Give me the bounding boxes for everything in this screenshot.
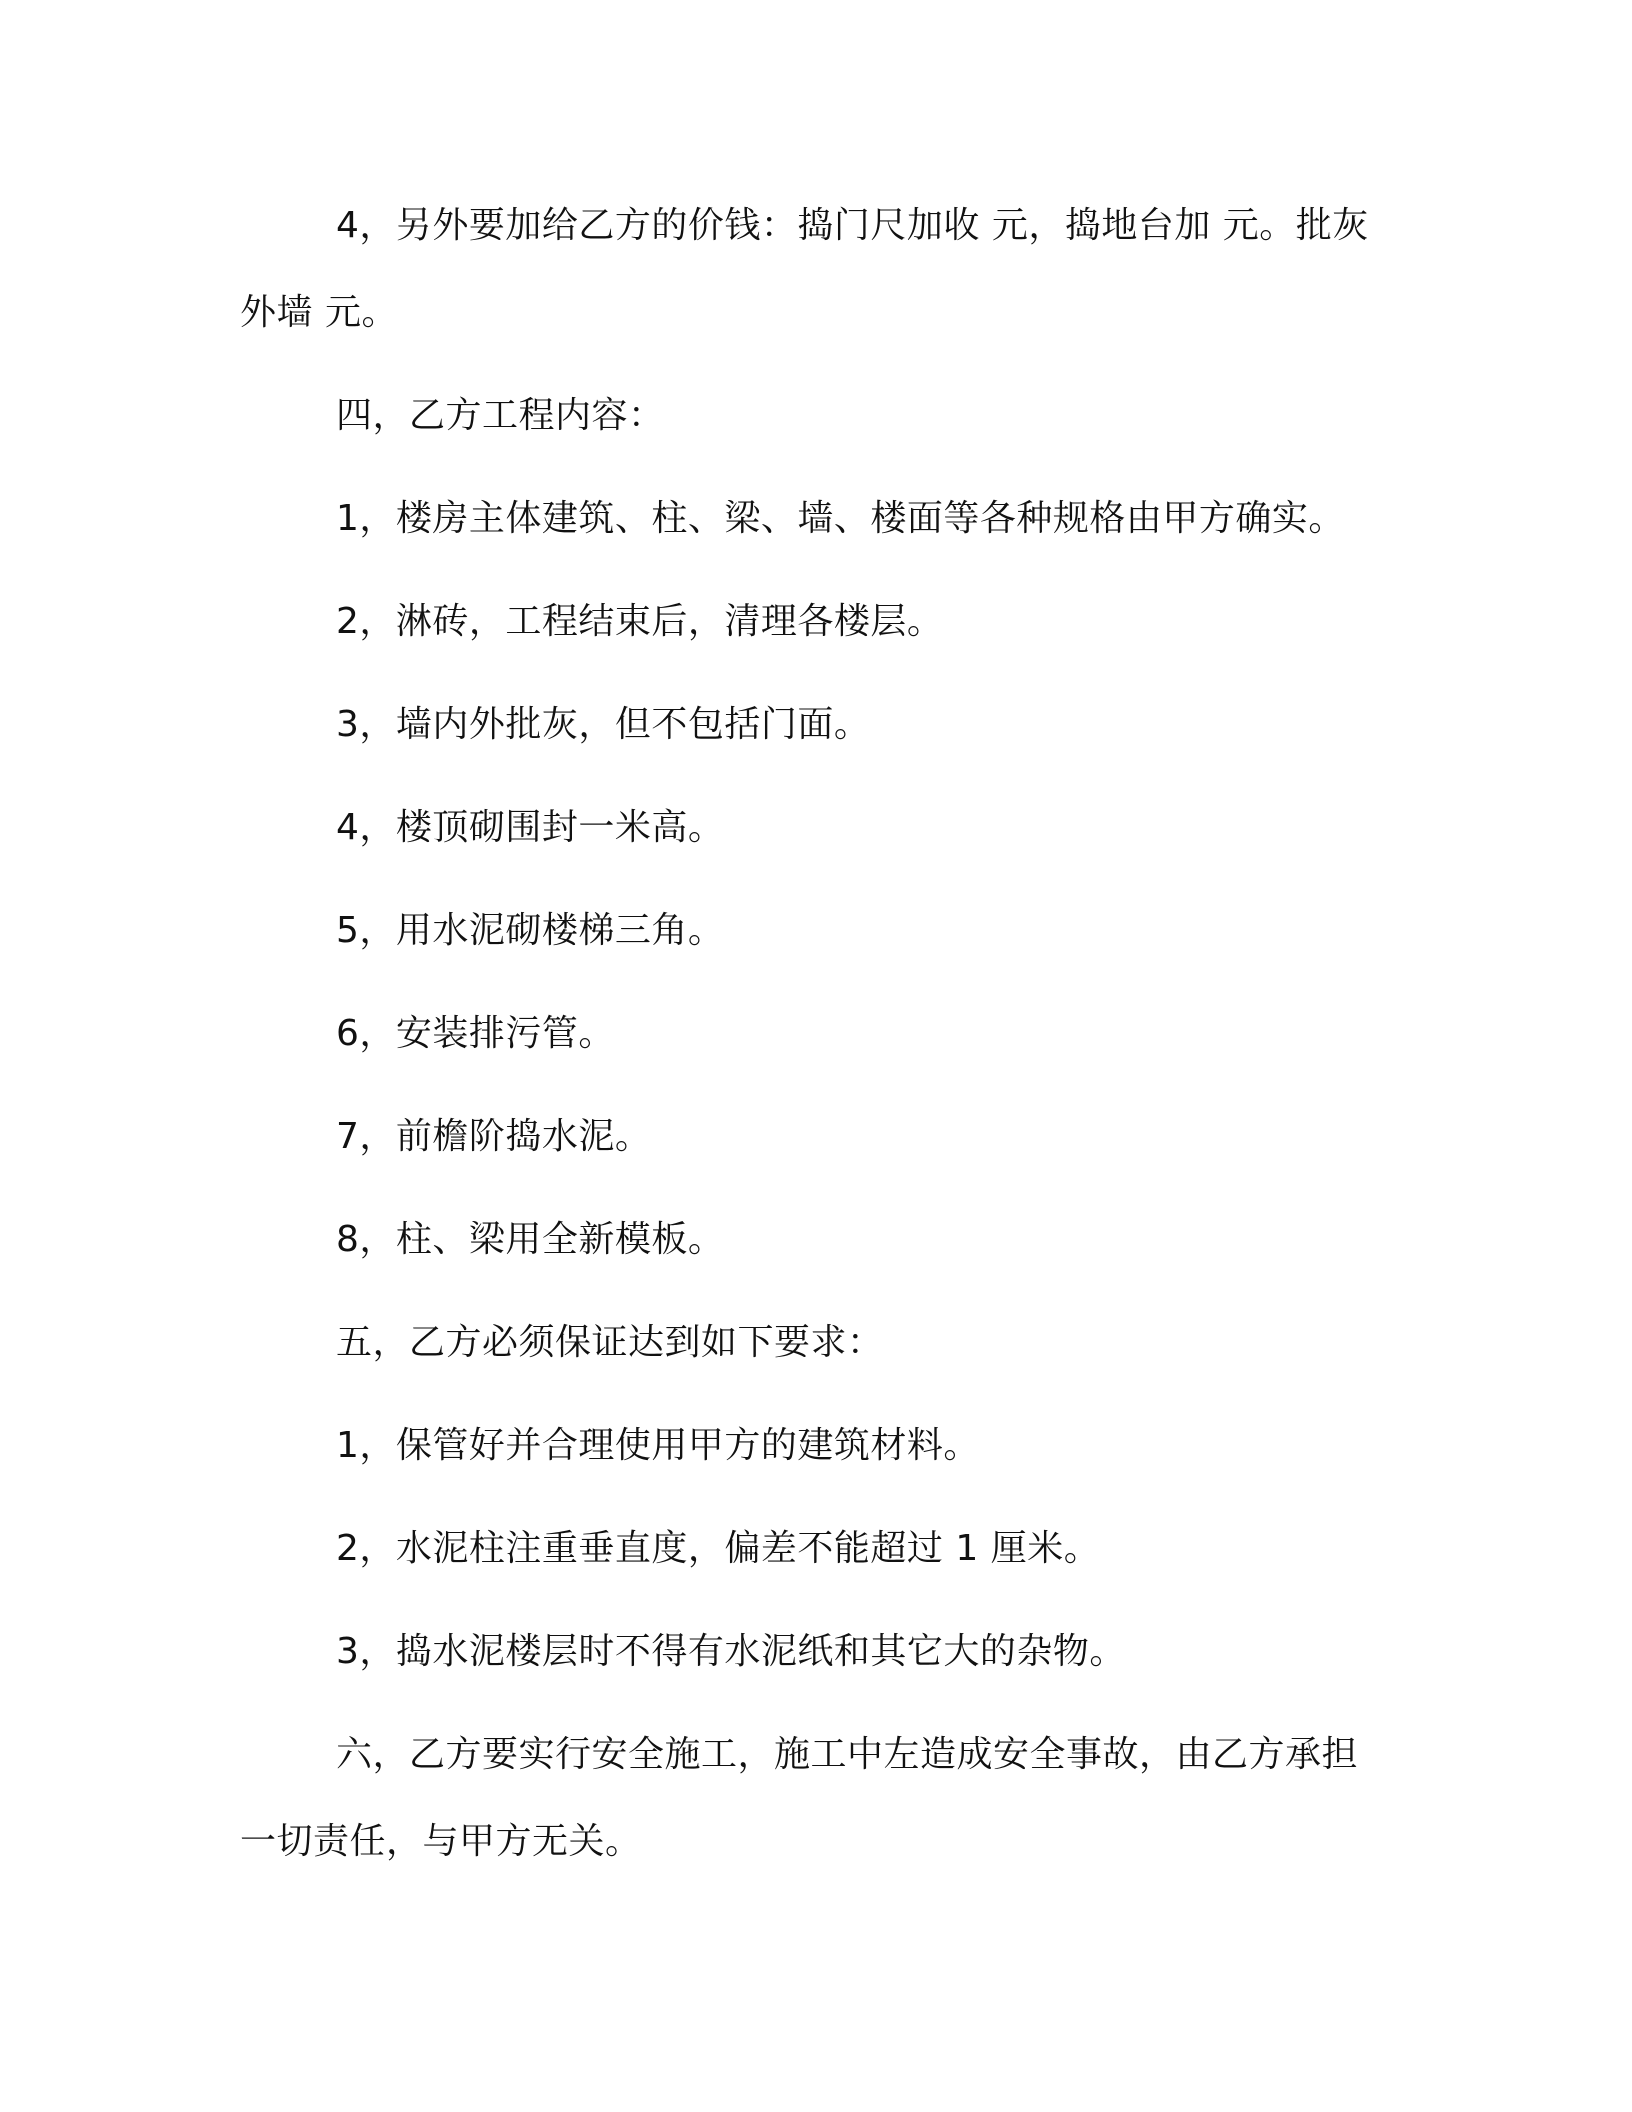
list-item: 1，楼房主体建筑、柱、梁、墙、楼面等各种规格由甲方确实。	[336, 498, 1345, 539]
paragraph-extra-charges: 4，另外要加给乙方的价钱：捣门尺加收 元，捣地台加 元。批灰外墙 元。	[240, 205, 1369, 333]
list-item: 3，捣水泥楼层时不得有水泥纸和其它大的杂物。	[336, 1631, 1126, 1672]
list-item: 8，柱、梁用全新模板。	[336, 1219, 725, 1260]
list-item: 5，用水泥砌楼梯三角。	[336, 910, 725, 951]
list-item: 1，保管好并合理使用甲方的建筑材料。	[336, 1425, 980, 1466]
section-heading-six: 六，乙方要实行安全施工，施工中左造成安全事故，由乙方承担一切责任，与甲方无关。	[240, 1734, 1359, 1862]
list-item: 6，安装排污管。	[336, 1013, 615, 1054]
section-heading-four: 四，乙方工程内容：	[336, 395, 665, 436]
list-item: 2，水泥柱注重垂直度，偏差不能超过 1 厘米。	[336, 1528, 1101, 1569]
list-item: 3，墙内外批灰，但不包括门面。	[336, 704, 871, 745]
list-item: 7，前檐阶捣水泥。	[336, 1116, 652, 1157]
list-item: 4，楼顶砌围封一米高。	[336, 807, 725, 848]
list-item: 2，淋砖，工程结束后，清理各楼层。	[336, 601, 944, 642]
section-heading-five: 五，乙方必须保证达到如下要求：	[336, 1322, 884, 1363]
